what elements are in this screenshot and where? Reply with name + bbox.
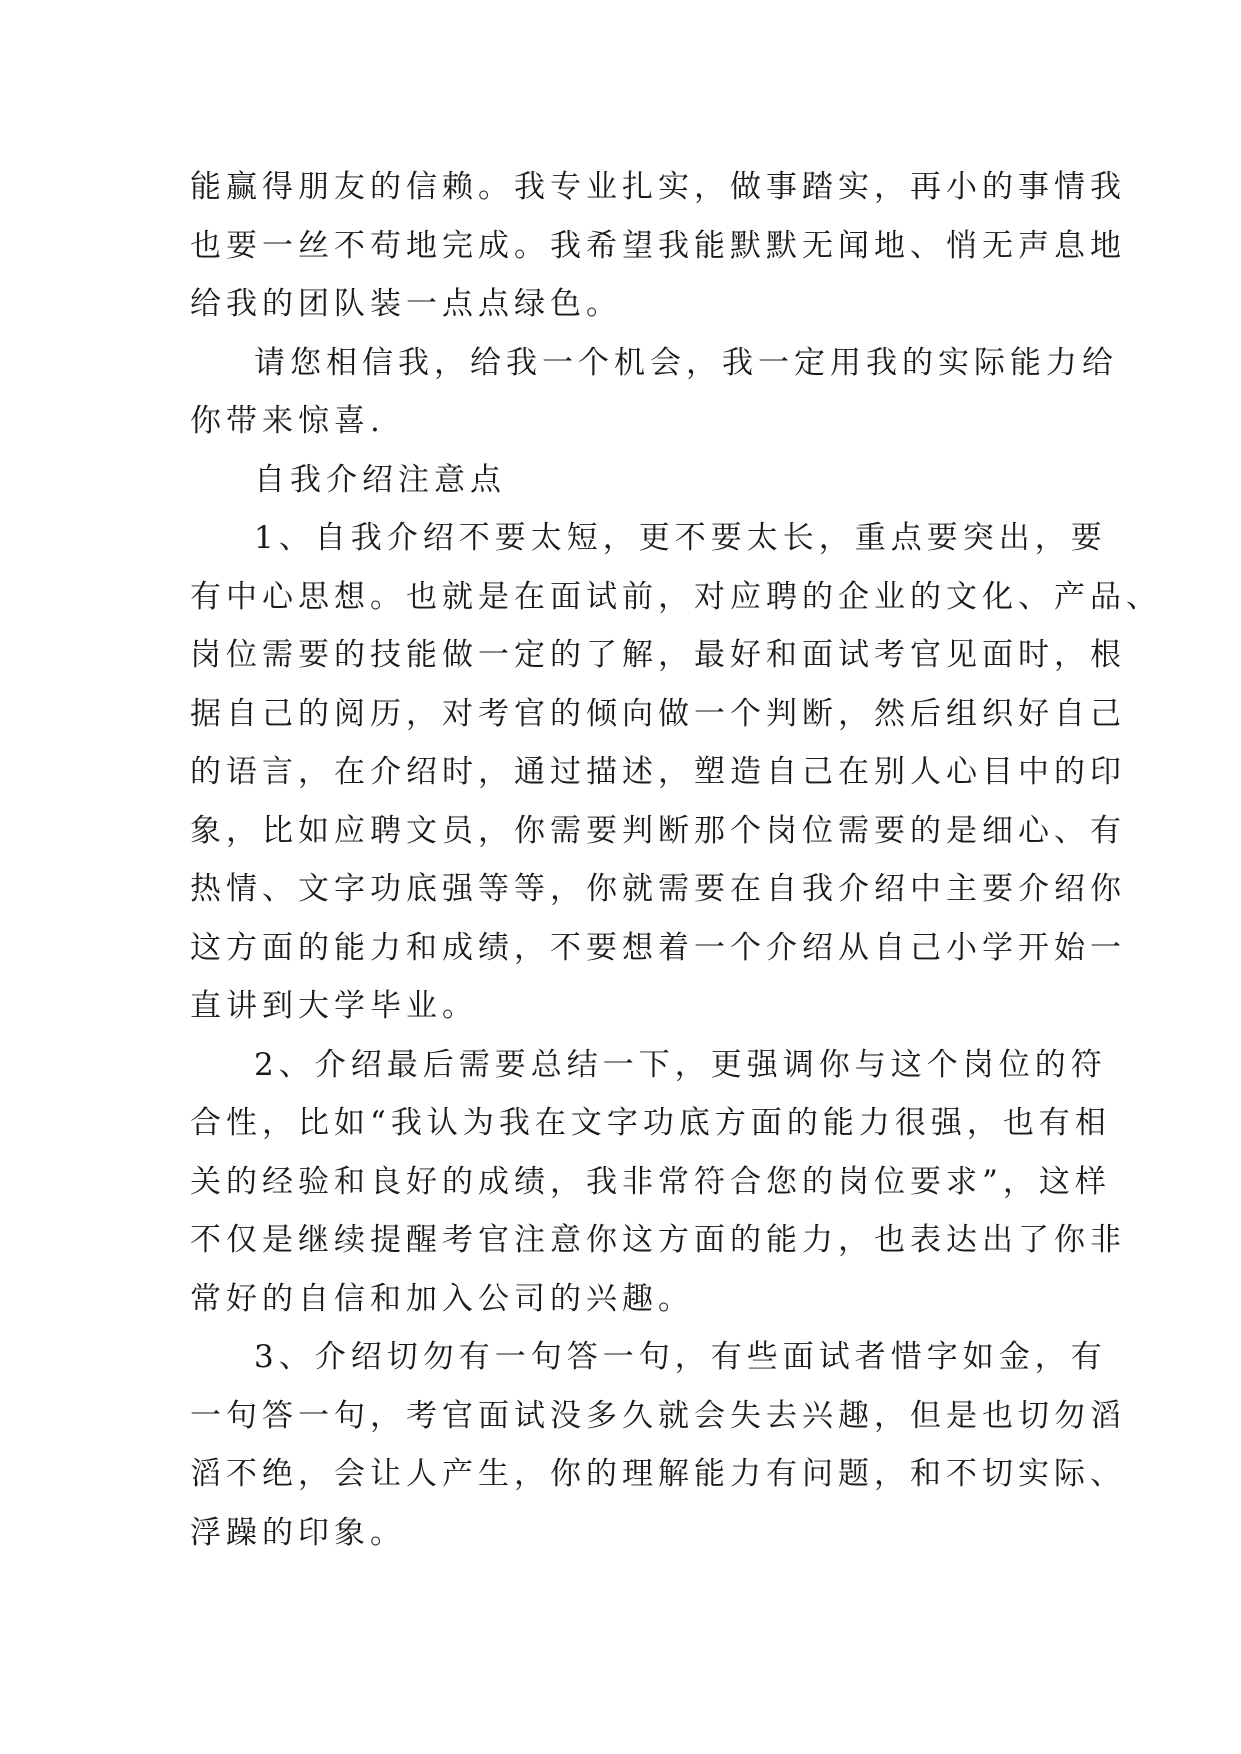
- text-line: 3、介绍切勿有一句答一句，有些面试者惜字如金，有: [254, 1339, 1107, 1375]
- text-line: 象，比如应聘文员，你需要判断那个岗位需要的是细心、有: [190, 812, 1126, 849]
- text-line: 直讲到大学毕业。: [190, 988, 478, 1024]
- text-line: 岗位需要的技能做一定的了解，最好和面试考官见面时，根: [190, 637, 1126, 673]
- text-line: 有中心思想。也就是在面试前，对应聘的企业的文化、产品、: [190, 578, 1162, 615]
- text-line: 据自己的阅历，对考官的倾向做一个判断，然后组织好自己: [190, 695, 1126, 732]
- text-line: 滔不绝，会让人产生，你的理解能力有问题，和不切实际、: [190, 1456, 1126, 1492]
- text-line: 合性，比如“我认为我在文字功底方面的能力很强，也有相: [190, 1105, 1111, 1141]
- text-line: 这方面的能力和成绩，不要想着一个介绍从自己小学开始一: [190, 929, 1126, 966]
- text-line: 你带来惊喜.: [190, 403, 385, 439]
- text-line: 的语言，在介绍时，通过描述，塑造自己在别人心目中的印: [190, 754, 1126, 790]
- text-line: 关的经验和良好的成绩，我非常符合您的岗位要求”，这样: [190, 1163, 1111, 1200]
- paragraph-closing-request: [190, 334, 1118, 451]
- text-line: 能赢得朋友的信赖。我专业扎实，做事踏实，再小的事情我: [190, 169, 1126, 205]
- text-line: 一句答一句，考官面试没多久就会失去兴趣，但是也切勿滔: [190, 1397, 1126, 1434]
- paragraph-point-2: [190, 1036, 1126, 1329]
- text-line: 给我的团队装一点点绿色。: [190, 286, 622, 322]
- section-heading: [190, 451, 1070, 510]
- text-line: 常好的自信和加入公司的兴趣。: [190, 1280, 694, 1317]
- text-line: 浮躁的印象。: [190, 1514, 406, 1551]
- text-line: 不仅是继续提醒考官注意你这方面的能力，也表达出了你非: [190, 1222, 1126, 1258]
- heading-text: 自我介绍注意点: [254, 461, 506, 498]
- paragraph-intro-continuation: [190, 158, 1126, 334]
- text-line: 也要一丝不苟地完成。我希望我能默默无闻地、悄无声息地: [190, 227, 1126, 264]
- text-line: 请您相信我，给我一个机会，我一定用我的实际能力给: [254, 344, 1118, 381]
- text-line: 2、介绍最后需要总结一下，更强调你与这个岗位的符: [254, 1046, 1107, 1083]
- paragraph-point-1: [190, 509, 1162, 1036]
- document-body: [190, 158, 1162, 1562]
- paragraph-point-3: [190, 1328, 1126, 1562]
- text-line: 热情、文字功底强等等，你就需要在自我介绍中主要介绍你: [190, 871, 1126, 907]
- text-line: 1、自我介绍不要太短，更不要太长，重点要突出，要: [254, 520, 1107, 556]
